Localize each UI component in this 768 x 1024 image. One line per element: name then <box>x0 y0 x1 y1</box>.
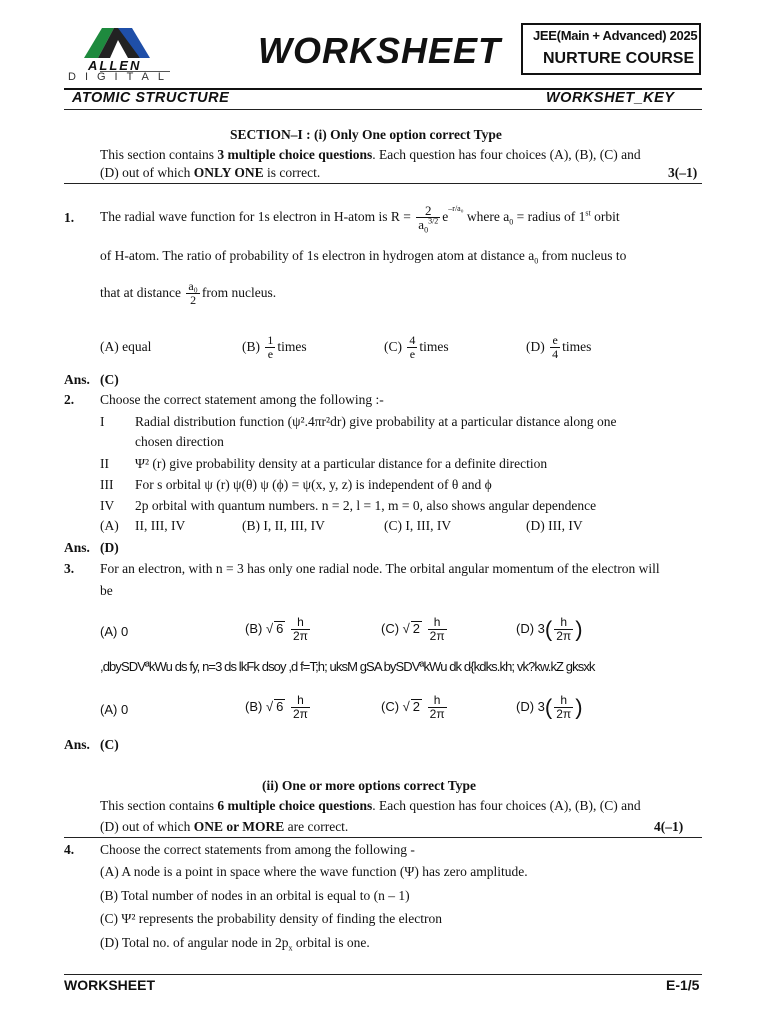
worksheet-key: WORKSHET_KEY <box>546 90 675 106</box>
q1-option-d[interactable]: (D) $\frac{e}{4}$ times <box>526 333 592 362</box>
course-badge <box>521 23 701 75</box>
q3-option-c[interactable]: (C) √ 2 $\frac{h}{2\pi}$ <box>381 615 445 644</box>
q2-roman-3: III <box>100 477 114 492</box>
q2-statement-4: 2p orbital with quantum numbers. n = 2, l = 1, m = 0, also shows angular dependence <box>135 498 597 513</box>
q2-option-c[interactable]: (C) I, III, IV <box>384 518 452 533</box>
q2-roman-1: I <box>100 414 105 429</box>
q2-roman-2: II <box>100 456 109 471</box>
q2-ans-label: Ans. <box>64 540 90 555</box>
q4-option-c[interactable]: (C) Ψ² represents the probability density of finding the electron <box>100 911 443 926</box>
q1-fraction: $\frac{2}{a_0^{3/2}}$ <box>418 203 439 235</box>
q2-statement-3: For s orbital ψ (r) ψ(θ) ψ (ϕ) = ψ(x, y, z) is independent of θ and ϕ <box>135 477 492 492</box>
q2-answer: (D) <box>100 540 119 555</box>
q3-hindi-text: ,dbySDVªkWu ds fy, n=3 ds lkFk dsoy ,d f=T;h; uksM gSA bySDVªkWu dk d{kdks.kh; vk?kw.kZ gksxk <box>100 659 595 674</box>
q3-number: 3. <box>64 561 75 576</box>
q3-ans-label: Ans. <box>64 737 90 752</box>
q1-line2: of H-atom. The ratio of probability of 1s electron in hydrogen atom at distance $a_0$ from nucleus to <box>100 248 627 266</box>
q2-number: 2. <box>64 392 75 407</box>
q2-text: Choose the correct statement among the following :- <box>100 392 384 407</box>
q4-number: 4. <box>64 842 75 857</box>
section1-title: SECTION–I : (i) Only One option correct Type <box>230 127 502 142</box>
logo-subtitle: DIGITAL <box>68 71 173 83</box>
q2-option-b[interactable]: (B) I, II, III, IV <box>242 518 325 533</box>
footer-rule <box>64 974 702 975</box>
q1-line1: The radial wave function for 1s electron in H-atom is R = $\frac{2}{a_0^{3/2}}$ $e^{-r/a_0}$ where $a_0$ = radius of 1st orbit <box>100 203 620 235</box>
q3-hindi-option-a[interactable]: (A) 0 <box>100 702 129 717</box>
q3-option-d[interactable]: (D) 3( $\frac{h}{2\pi}$ ) <box>516 615 583 644</box>
q3-hindi-option-d[interactable]: (D) 3( $\frac{h}{2\pi}$ ) <box>516 693 583 722</box>
q1-option-a[interactable]: (A) equal <box>100 339 152 354</box>
footer-page: E-1/5 <box>666 977 700 993</box>
q4-option-d[interactable]: (D) Total no. of angular node in $2p_x$ orbital is one. <box>100 935 370 953</box>
section2-title: (ii) One or more options correct Type <box>262 778 476 793</box>
badge-line-2: NURTURE COURSE <box>543 50 695 67</box>
logo-wordmark: ALLEN <box>88 58 142 73</box>
section2-marks: 4(–1) <box>654 819 684 834</box>
q4-text: Choose the correct statements from among the following - <box>100 842 415 857</box>
q3-option-b[interactable]: (B) √ 6 $\frac{h}{2\pi}$ <box>245 615 308 644</box>
q2-option-a-label[interactable]: (A) <box>100 518 119 533</box>
q3-text-cont: be <box>100 583 113 598</box>
section1-intro-line2: (D) out of which ONLY ONE is correct. <box>100 165 321 180</box>
allen-logo-icon <box>84 26 150 60</box>
q3-text: For an electron, with n = 3 has only one radial node. The orbital angular momentum of the electron will <box>100 561 660 576</box>
header-rule-bottom <box>64 109 702 110</box>
q2-statement-1-cont: chosen direction <box>135 434 224 449</box>
section2-intro-line2: (D) out of which ONE or MORE are correct. <box>100 819 349 834</box>
section2-intro: This section contains 6 multiple choice questions. Each question has four choices (A), (B), (C) and <box>100 798 641 813</box>
section1-rule <box>64 183 702 184</box>
q2-option-d[interactable]: (D) III, IV <box>526 518 583 533</box>
q2-statement-1: Radial distribution function (ψ².4πr²dr) give probability at a particular distance along one <box>135 414 617 429</box>
footer-left: WORKSHEET <box>64 977 155 993</box>
logo-divider <box>100 71 170 72</box>
q1-option-c[interactable]: (C) $\frac{4}{e}$ times <box>384 333 449 362</box>
q1-ans-label: Ans. <box>64 372 90 387</box>
page-title: WORKSHEET <box>258 30 501 71</box>
q1-number: 1. <box>64 210 75 225</box>
q4-option-a[interactable]: (A) A node is a point in space where the wave function (Ψ) has zero amplitude. <box>100 864 528 879</box>
q1-option-b[interactable]: (B) $\frac{1}{e}$ times <box>242 333 307 362</box>
section1-intro: This section contains 3 multiple choice questions. Each question has four choices (A), (B), (C) and <box>100 147 641 162</box>
q2-option-a[interactable]: II, III, IV <box>135 518 186 533</box>
topic-title: ATOMIC STRUCTURE <box>72 90 230 106</box>
q3-hindi-option-c[interactable]: (C) √ 2 $\frac{h}{2\pi}$ <box>381 693 445 722</box>
q3-answer: (C) <box>100 737 119 752</box>
q3-option-a[interactable]: (A) 0 <box>100 624 129 639</box>
q1-line3: that at distance $\frac{\text{a₀}}{2}$ from nucleus. <box>100 279 277 308</box>
q2-roman-4: IV <box>100 498 115 513</box>
section2-rule <box>64 837 702 838</box>
badge-line-1: JEE(Main + Advanced) 2025 <box>533 28 698 43</box>
q2-statement-2: Ψ² (r) give probability density at a particular distance for a definite direction <box>135 456 548 471</box>
section1-marks: 3(–1) <box>668 165 698 180</box>
q4-option-b[interactable]: (B) Total number of nodes in an orbital is equal to (n – 1) <box>100 888 410 903</box>
q3-hindi-option-b[interactable]: (B) √ 6 $\frac{h}{2\pi}$ <box>245 693 308 722</box>
q1-answer: (C) <box>100 372 119 387</box>
